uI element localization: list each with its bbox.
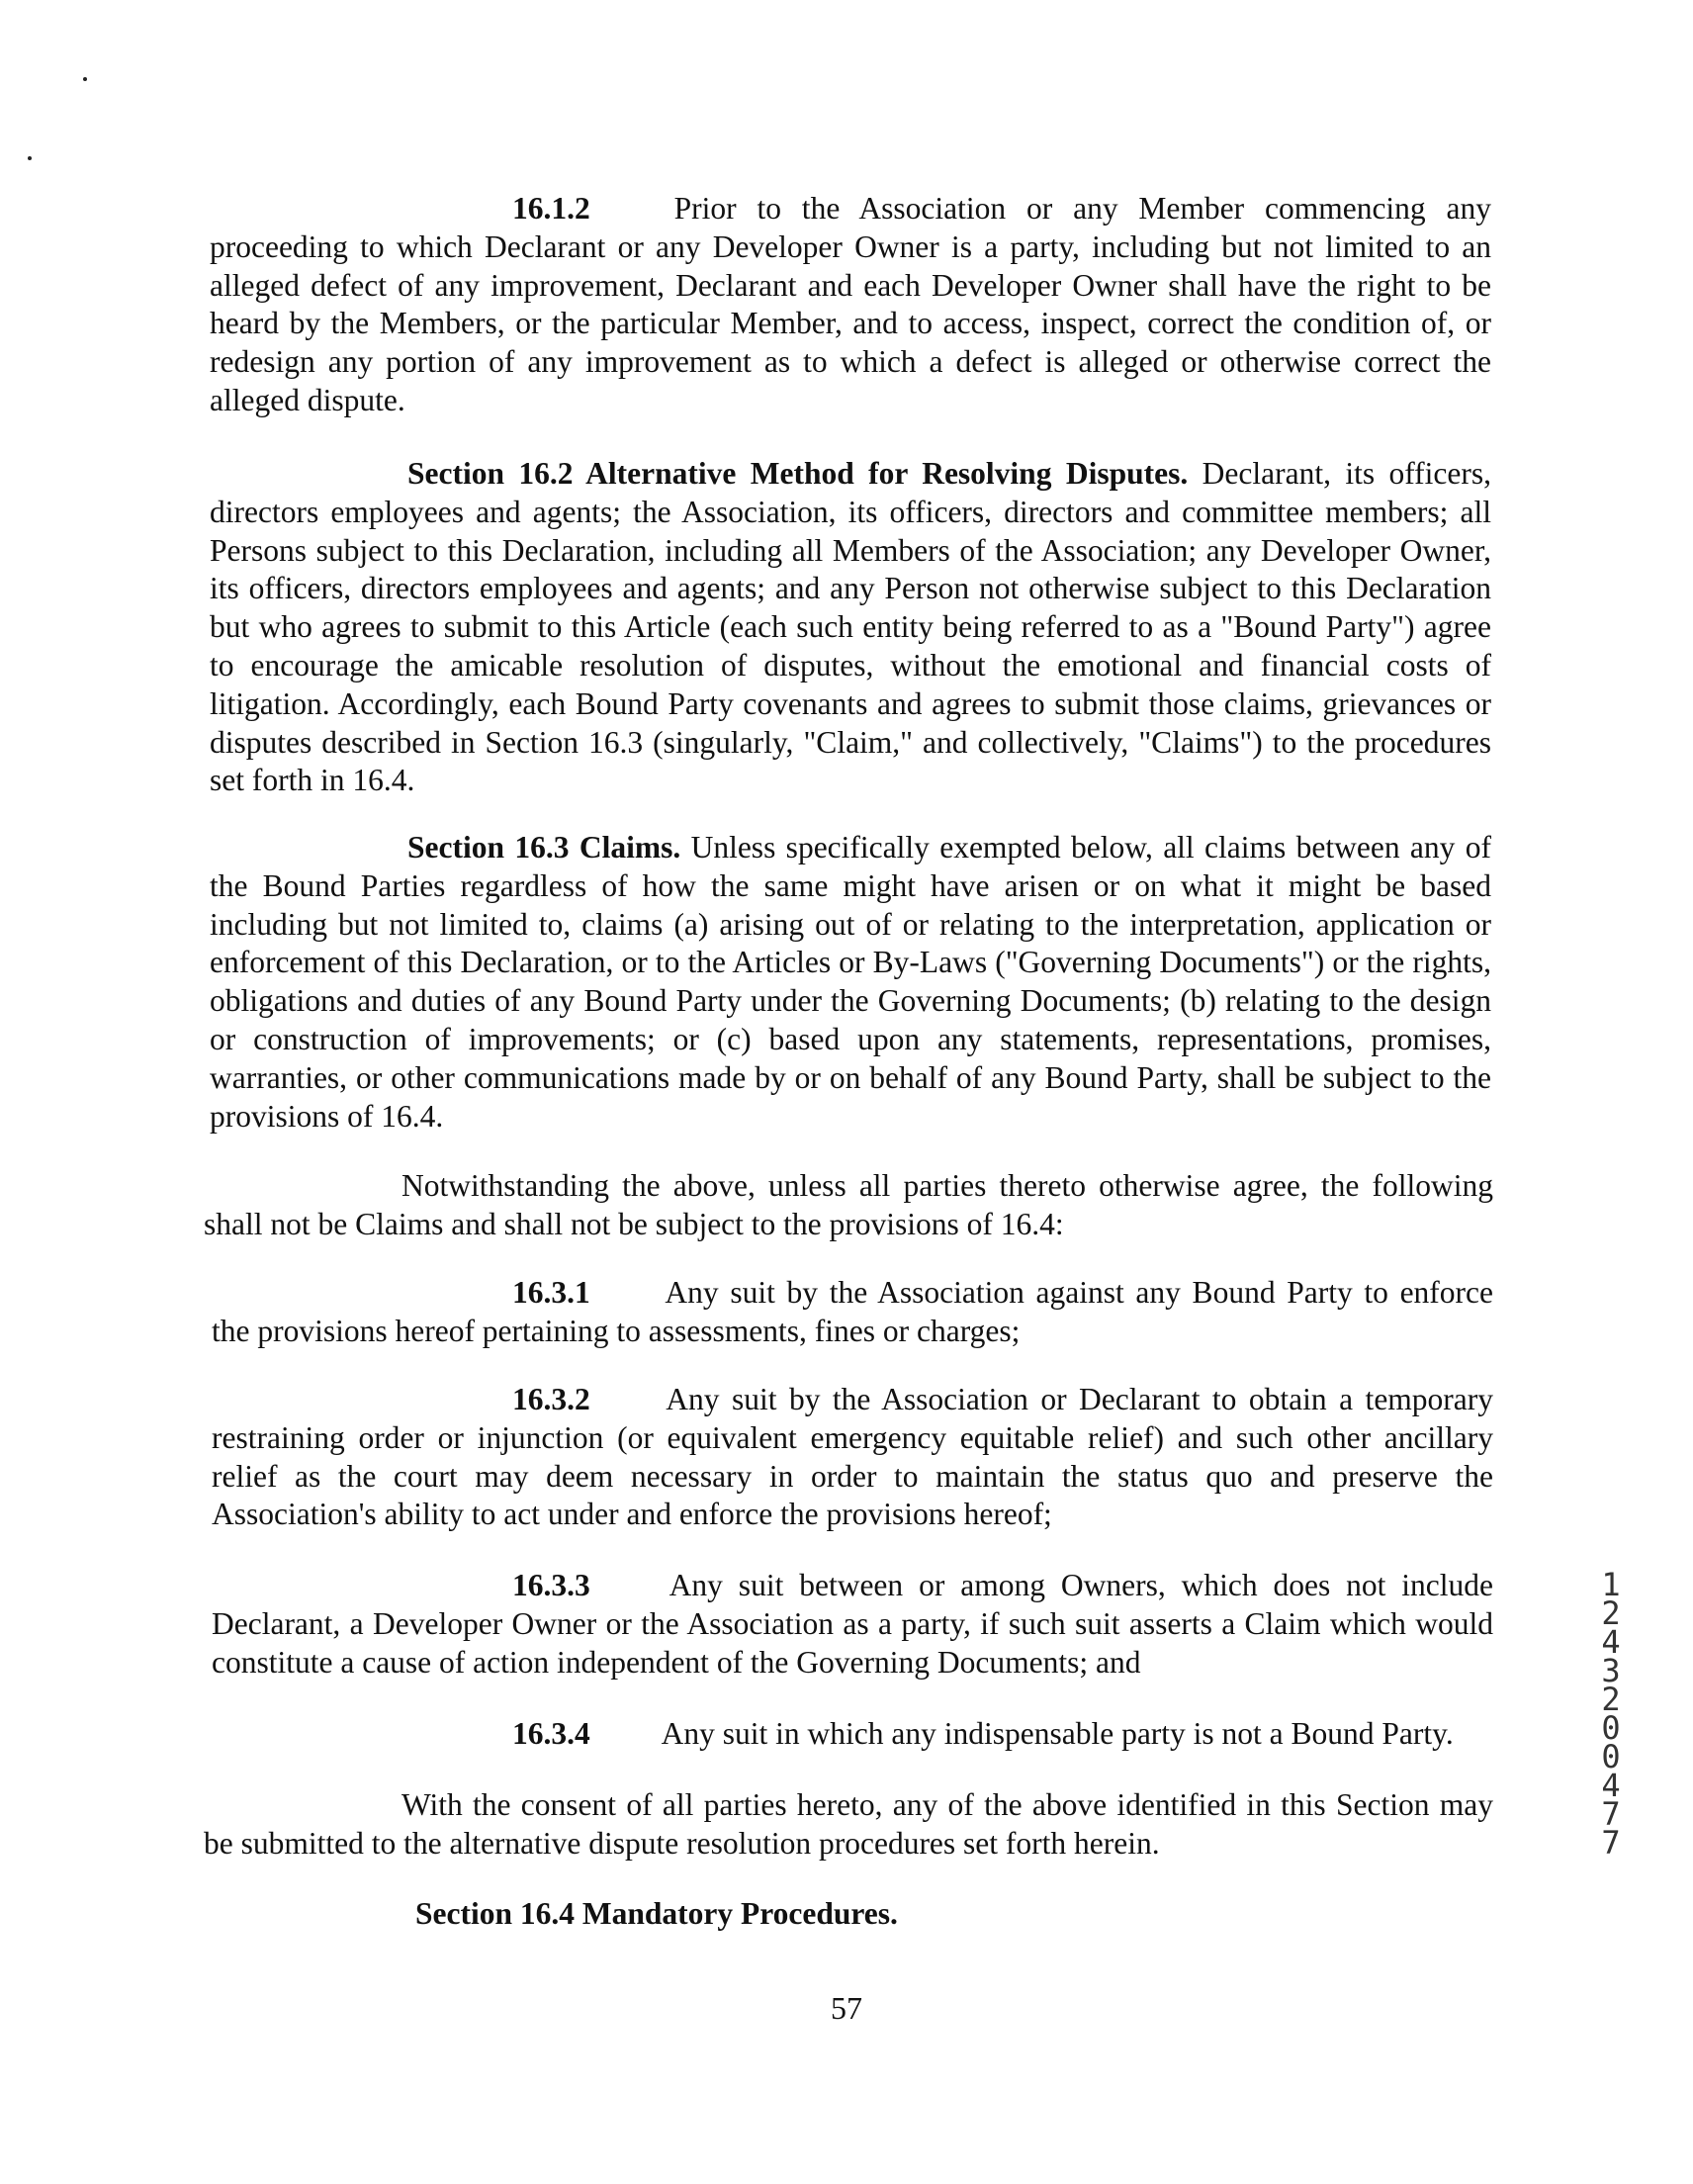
section-heading: Section 16.2 Alternative Method for Resolving Disputes. <box>407 456 1189 491</box>
section-number: 16.1.2 <box>512 191 590 226</box>
paragraph-text: Declarant, its officers, directors employees and agents; the Association, its officers, directors and committee members; all Persons subject to this Declaration, including all Members of the Association; any Developer Owner, its officers, directors employees and agents; and any Person not otherwise subject to this Declaration but who agrees to submit to this Article (each such entity being referred to as a "Bound Party") agree to encourage the amicable resolution of disputes, without the emotional and financial costs of litigation. Accordingly, each Bound Party covenants and agrees to submit those claims, grievances or disputes described in Section 16.3 (singularly, "Claim," and collectively, "Claims") to the procedures set forth in 16.4. <box>210 456 1491 798</box>
paragraph-16-1-2 <box>210 190 1491 420</box>
paragraph-text: Notwithstanding the above, unless all parties thereto otherwise agree, the following shall not be Claims and shall not be subject to the provisions of 16.4: <box>204 1168 1493 1241</box>
scan-speck <box>28 156 32 160</box>
section-number: 16.3.1 <box>512 1275 590 1310</box>
paragraph-text: Prior to the Association or any Member commencing any proceeding to which Declarant or any Developer Owner is a party, including but not limited to an alleged defect of any improvement, Declarant and each Developer Owner shall have the right to be heard by the Members, or the particular Member, and to access, inspect, correct the condition of, or redesign any portion of any improvement as to which a defect is alleged or otherwise correct the alleged dispute. <box>210 191 1492 417</box>
section-16-3 <box>210 829 1491 1136</box>
paragraph-16-3-1 <box>212 1274 1493 1351</box>
section-number: 16.3.3 <box>512 1568 590 1602</box>
paragraph-text: Any suit between or among Owners, which does not include Declarant, a Developer Owner or the Association as a party, if such suit asserts a Claim which would constitute a cause of action independent of the Governing Documents; and <box>212 1568 1494 1680</box>
section-16-2 <box>210 455 1491 800</box>
consent-paragraph <box>204 1786 1493 1864</box>
paragraph-text: With the consent of all parties hereto, any of the above identified in this Section may be submitted to the alternative dispute resolution procedures set forth herein. <box>204 1787 1493 1861</box>
section-number: 16.3.4 <box>512 1716 590 1751</box>
section-heading: Section 16.3 Claims. <box>407 830 681 864</box>
page-number: 57 <box>831 1990 862 2026</box>
recording-stamp: 12432 00477 <box>1601 1566 1621 1862</box>
section-heading: Section 16.4 Mandatory Procedures. <box>415 1896 898 1931</box>
section-16-4-heading <box>415 1895 1305 1934</box>
paragraph-text: Any suit by the Association against any Bound Party to enforce the provisions hereof pertaining to assessments, fines or charges; <box>212 1275 1493 1348</box>
paragraph-16-3-4 <box>212 1715 1493 1754</box>
paragraph-text: Unless specifically exempted below, all claims between any of the Bound Parties regardless of how the same might have arisen or on what it might be based including but not limited to, claims (a) arising out of or relating to the interpretation, application or enforcement of this Declaration, or to the Articles or By-Laws ("Governing Documents") or the rights, obligations and duties of any Bound Party under the Governing Documents; (b) relating to the design or construction of improvements; or (c) based upon any statements, representations, promises, warranties, or other communications made by or on behalf of any Bound Party, shall be subject to the provisions of 16.4. <box>210 830 1492 1134</box>
paragraph-text: Any suit by the Association or Declarant to obtain a temporary restraining order or injunction (or equivalent emergency equitable relief) and such other ancillary relief as the court may deem necessary in order to maintain the status quo and preserve the Association's ability to act under and enforce the provisions hereof; <box>212 1382 1494 1532</box>
paragraph-16-3-3 <box>212 1567 1493 1682</box>
paragraph-text: Any suit in which any indispensable party is not a Bound Party. <box>661 1716 1454 1751</box>
notwithstanding-paragraph <box>204 1167 1493 1244</box>
scan-speck <box>83 77 87 81</box>
paragraph-16-3-2 <box>212 1381 1493 1534</box>
section-number: 16.3.2 <box>512 1382 590 1416</box>
